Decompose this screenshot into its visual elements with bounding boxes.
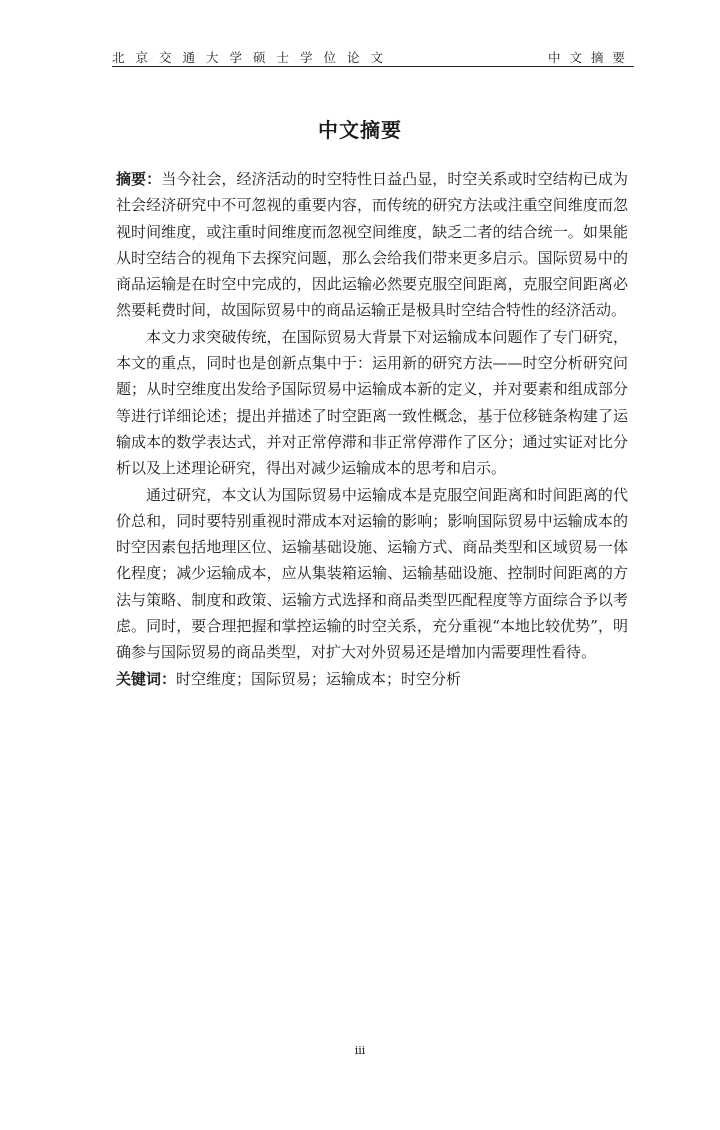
header-thesis-title: 北京交通大学硕士学位论文 — [112, 50, 395, 65]
page-title: 中文摘要 — [318, 118, 402, 142]
abstract-paragraph-3: 通过研究，本文认为国际贸易中运输成本是克服空间距离和时间距离的代价总和，同时要特别重视时滞成本对运输的影响；影响国际贸易中运输成本的时空因素包括地理区位、运输基础设施、运输方式、商品类型和区域贸易一体化程度；减少运输成本，应从集装箱运输、运输基础设施、控制时间距离的方法与策略、制度和政策、运输方式选择和商品类型匹配程度等方面综合予以考虑。同时，要合理把握和掌控运输的时空关系，充分重视“本地比较优势”，明确参与国际贸易的商品类型，对扩大对外贸易还是增加内需要理性看待。 — [116, 485, 628, 662]
header-section-name: 中文摘要 — [547, 50, 634, 65]
keywords-label: 关键词： — [116, 669, 177, 688]
abstract-paragraph-1-text: 当今社会，经济活动的时空特性日益凸显，时空关系或时空结构已成为社会经济研究中不可忽视的重要内容，而传统的研究方法或注重空间维度而忽视时间维度，或注重时间维度而忽视空间维度，缺乏二者的结合统一。如果能从时空结合的视角下去探究问题，那么会给我们带来更多启示。国际贸易中的商品运输是在时空中完成的，因此运输必然要克服空间距离，克服空间距离必然要耗费时间，故国际贸易中的商品运输正是极具时空结合特性的经济活动。 — [116, 170, 628, 320]
abstract-body — [116, 166, 628, 692]
abstract-paragraph-1 — [116, 166, 628, 324]
page-number: iii — [354, 1044, 366, 1057]
abstract-label: 摘要： — [116, 170, 162, 188]
abstract-paragraph-2: 本文力求突破传统，在国际贸易大背景下对运输成本问题作了专门研究，本文的重点，同时也是创新点集中于：运用新的研究方法——时空分析研究问题；从时空维度出发给予国际贸易中运输成本新的定义，并对要素和组成部分等进行详细论述；提出并描述了时空距离一致性概念，基于位移链条构建了运输成本的数学表达式，并对正常停滞和非正常停滞作了区分；通过实证对比分析以及上述理论研究，得出对减少运输成本的思考和启示。 — [116, 327, 628, 478]
keywords-line — [116, 666, 628, 692]
keywords-text: 时空维度；国际贸易；运输成本；时空分析 — [176, 669, 462, 688]
running-header — [112, 40, 634, 67]
